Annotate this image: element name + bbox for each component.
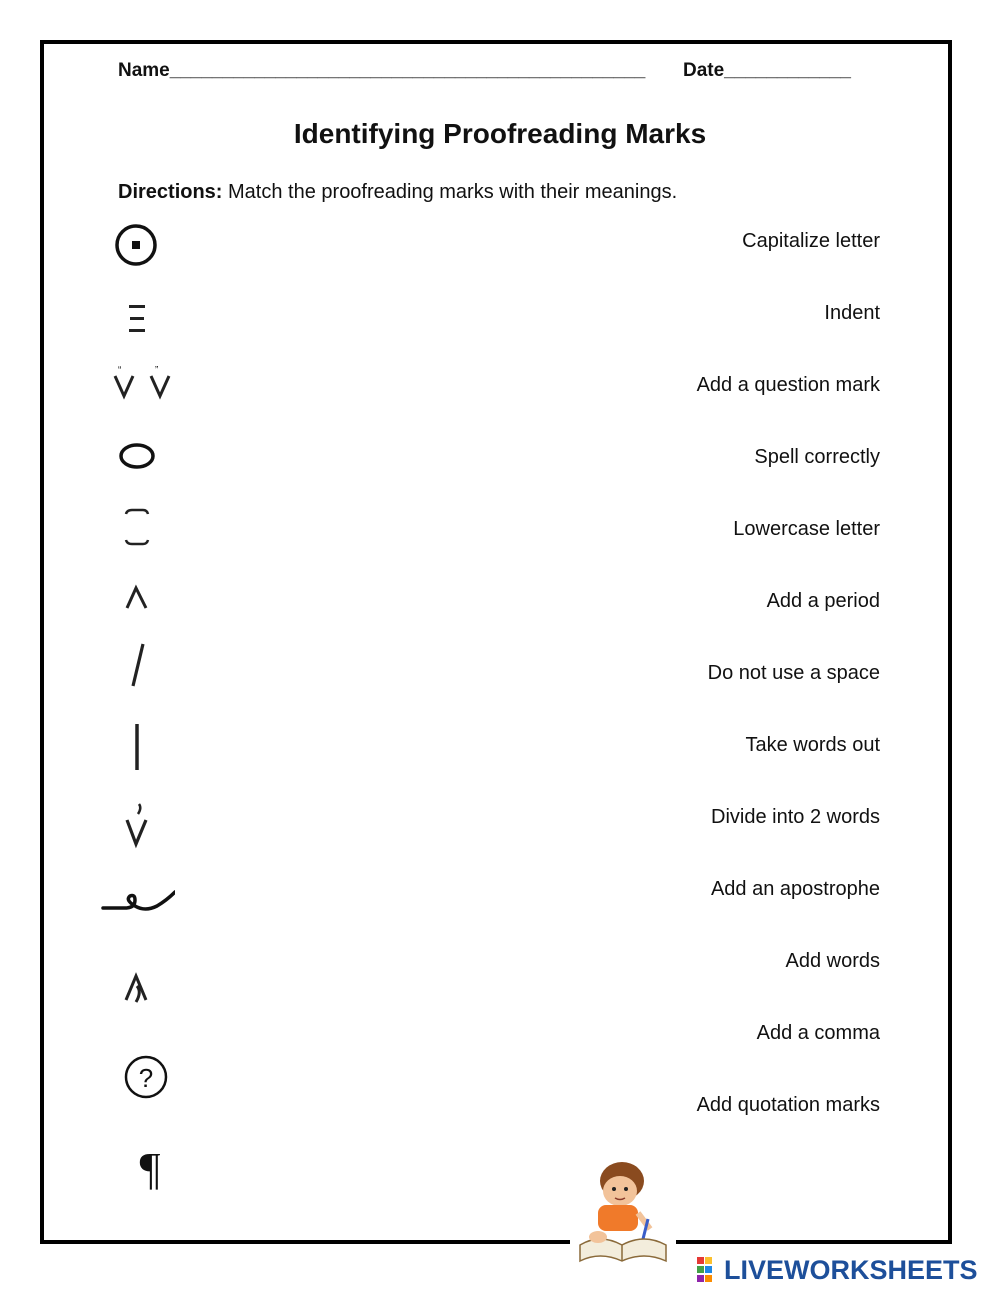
meaning-divide-into-two-words[interactable]: Divide into 2 words: [711, 806, 880, 828]
meaning-add-question-mark[interactable]: Add a question mark: [696, 374, 880, 396]
meaning-spell-correctly[interactable]: Spell correctly: [754, 446, 880, 468]
page-title: Identifying Proofreading Marks: [293, 118, 707, 149]
meaning-indent[interactable]: Indent: [824, 302, 880, 324]
liveworksheets-badge-icon: [697, 1257, 721, 1283]
child-reading-book-illustration: [570, 1153, 676, 1271]
triple-underline-capitalize-mark-icon[interactable]: [95, 292, 175, 346]
meaning-take-words-out[interactable]: Take words out: [745, 734, 880, 756]
meaning-add-comma[interactable]: Add a comma: [756, 1022, 880, 1044]
circled-dot-period-mark-icon[interactable]: [95, 220, 175, 274]
meaning-add-apostrophe[interactable]: Add an apostrophe: [710, 878, 880, 900]
directions-text: Match the proofreading marks with their meanings.: [222, 181, 678, 203]
meaning-add-quotation-marks[interactable]: Add quotation marks: [696, 1094, 880, 1116]
svg-text:“: “: [118, 365, 122, 376]
pilcrow-indent-mark-icon[interactable]: [95, 1138, 175, 1192]
delete-loop-mark-icon[interactable]: [95, 876, 175, 930]
meaning-add-period[interactable]: Add a period: [766, 590, 880, 612]
svg-text:?: ?: [138, 1063, 154, 1093]
circled-question-mark-icon[interactable]: [95, 1050, 175, 1104]
meaning-lowercase-letter[interactable]: Lowercase letter: [733, 518, 880, 540]
directions-label: Directions:: [118, 181, 223, 203]
name-field[interactable]: Name_____________________________________________: [118, 60, 646, 81]
quotation-caret-mark-icon[interactable]: [95, 358, 175, 412]
circle-spell-mark-icon[interactable]: [95, 430, 175, 484]
directions: [118, 181, 677, 204]
slash-lowercase-mark-icon[interactable]: [95, 640, 175, 694]
meaning-add-words[interactable]: Add words: [785, 950, 880, 972]
svg-text:”: ”: [155, 365, 159, 376]
close-up-mark-icon[interactable]: [95, 502, 175, 556]
vertical-line-divide-mark-icon[interactable]: [95, 720, 175, 774]
date-field[interactable]: Date____________: [683, 60, 851, 81]
apostrophe-caret-mark-icon[interactable]: [95, 800, 175, 854]
logo-text: LIVEWORKSHEETS: [724, 1254, 978, 1285]
liveworksheets-logo: [697, 1255, 978, 1285]
worksheet-border: [40, 40, 952, 1244]
comma-caret-mark-icon[interactable]: [95, 962, 175, 1016]
meaning-do-not-use-space[interactable]: Do not use a space: [707, 662, 880, 684]
meaning-capitalize-letter[interactable]: Capitalize letter: [742, 230, 880, 252]
svg-text:¶: ¶: [139, 1143, 161, 1192]
caret-insert-mark-icon[interactable]: [95, 574, 175, 628]
